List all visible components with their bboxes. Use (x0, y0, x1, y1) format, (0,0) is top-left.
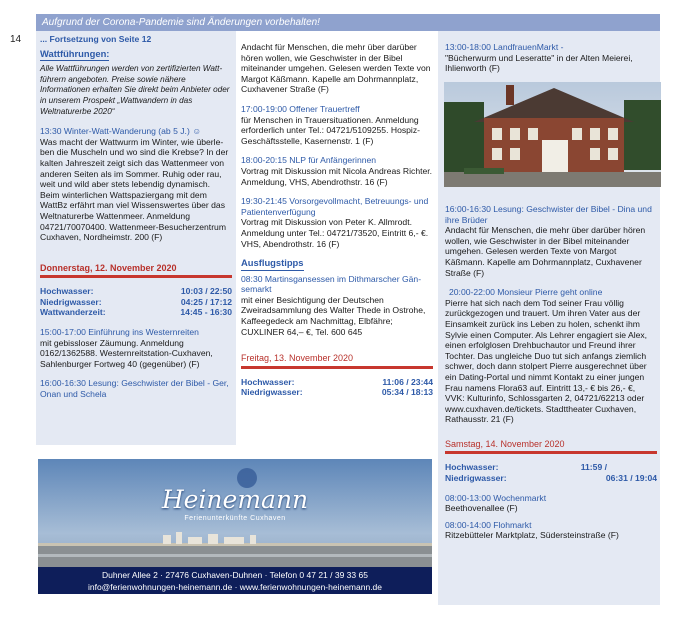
tide-row: Niedrigwasser: 04:25 / 17:12 (40, 296, 232, 307)
ad-tagline: Ferienunterkünfte Cuxhaven (184, 515, 286, 522)
event-title: 18:00-20:15 NLP für Anfängerinnen (241, 155, 377, 166)
tide-row: Hochwasser: 10:03 / 22:50 (40, 286, 232, 297)
event-title: 08:00-14:00 Flohmarkt (445, 519, 532, 530)
event-title: 08:00-13:00 Wochenmarkt (445, 492, 547, 503)
event-title: 15:00-17:00 Einführung ins Westernreiten (40, 327, 199, 338)
heinemann-advertisement[interactable] (38, 459, 432, 594)
event-body: Pierre hat sich nach dem Tod seiner Frau völlig zurückgezogen und trauert. Um ihren Vater aus der Einsamkeit zurück ins Leben zu holen, schenkt ihm Sylvie einen Computer. Als Lehrer engagiert sie Alex, einen erfolglosen Drehbuchautor und Freund ihrer Tochter. Das ungleiche Duo tut sich anfangs ziemlich schwer, doch dann stolpert Pierre ausgerechnet über ein Dating-Portal und nimmt Kontakt zu einer jungen Frau namens Flora63 auf. Eintritt 13,- € bis 26,- €, VVK: Kulturinfo, Schlossgarten 2, 04721/62213 oder www.cuxhaven.de/tickets. Stadttheater Cuxhaven, Rathausstr. 21 (F) (445, 297, 648, 425)
day-heading-friday: Freitag, 13. November 2020 (241, 353, 433, 369)
event-body: mit gebissloser Zäumung. Anmeldung 0162/1362588. Westernreitstation-Cuxhaven, Sahlenburger Fortweg 40 (gegenüber) (F) (40, 337, 213, 369)
continued-note: ... Fortsetzung von Seite 12 (40, 34, 152, 44)
ad-contacts[interactable]: info@ferienwohnungen-heinemann.de · www.ferienwohnungen-heinemann.de (87, 582, 383, 592)
event-body: Andacht für Menschen, die mehr über darüber hören wollen, wie Geschwister in der Bibel miteinander umgehen. Gelesen werden Texte von Margot Käßmann. Kapelle am Dohrmannplatz, Cuxhavener Straße (F) (241, 42, 431, 95)
tide-row: Niedrigwasser: 06:31 / 19:04 (445, 473, 657, 484)
event-title: 20:00-22:00 Monsieur Pierre geht online (449, 287, 603, 298)
event-body: "Bücherwurm und Leseratte" in der Alten Meierei, Ihlienworth (F) (445, 52, 633, 74)
event-body: Beethovenallee (F) (445, 503, 518, 514)
event-title: 13:00-18:00 LandfrauenMarkt - (445, 42, 564, 52)
tide-row: Hochwasser: 11:59 / (445, 462, 607, 473)
day-heading-thursday: Donnerstag, 12. November 2020 (40, 263, 232, 279)
event-body: mit einer Besichtigung der Deutschen Zweiradsammlung des Walter Thede in Ostrohe, Kaffeegedeck am Nachmittag, Elbfähre; CUXLINER 64,– €, Tel. 600 645 (241, 294, 426, 337)
ad-address: Duhner Allee 2 · 27476 Cuxhaven-Duhnen · Telefon 0 47 21 / 39 33 65 (102, 570, 368, 580)
page-number: 14 (10, 34, 22, 45)
event-title: 17:00-19:00 Offener Trauertreff (241, 103, 360, 114)
column-3 (445, 42, 657, 74)
event-body: Vortrag mit Diskussion von Peter K. Allmrodt. Anmeldung unter Tel.: 04721/73520, Eintritt 6,- €. VHS, Abendrothstr. 16 (F) (241, 217, 429, 249)
event-title: 16:00-16:30 Lesung: Geschwister der Bibel - Ger, Onan und Schela (40, 378, 229, 400)
event-body: Ritzebütteler Marktplatz, Südersteinstraße (F) (445, 530, 619, 541)
tide-row: Wattwanderzeit: 14:45 - 16:30 (40, 307, 232, 318)
day-heading-saturday: Samstag, 14. November 2020 (445, 439, 657, 455)
event-body: Vortrag mit Diskussion mit Nicola Andreas Richter. Anmeldung, VHS, Abendrothstr. 16 (F) (241, 165, 433, 187)
event-title: 13:30 Winter-Watt-Wanderung (ab 5 J.) ☺ (40, 126, 201, 137)
trips-heading: Ausflugstipps (241, 258, 304, 271)
event-body: für Menschen in Trauersituationen. Anmeldung erforderlich unter Tel.: 04721/5109255. Hospiz-Geschäftsstelle, Kasernenstr. 1 (F) (241, 114, 420, 146)
building-photo (444, 82, 661, 187)
ad-logo: Heinemann (161, 485, 309, 514)
tours-note: Alle Wattführungen werden von zertifizierten Wattführern angeboten. Preise sowie nähere Informationen erhalten Sie direkt beim Anbieter oder in unserem Prospekt „Wattwandern in das Weltnaturerbe 2020“ (40, 64, 230, 116)
column-1 (40, 34, 232, 400)
column-3-lower (445, 204, 657, 541)
event-title: 19:30-21:45 Vorsorgevollmacht, Betreuungs- und Patientenverfügung (241, 196, 429, 217)
tide-row: Niedrigwasser: 05:34 / 18:13 (241, 387, 433, 398)
tours-heading: Wattführungen: (40, 49, 109, 62)
event-title: 08:30 Martinsgansessen im Dithmarscher Gänsemarkt (241, 273, 422, 295)
tide-row: Hochwasser: 11:06 / 23:44 (241, 376, 433, 387)
event-body: Was macht der Wattwurm im Winter, wie überleben die Muscheln und wo sind die Krebse? In der kalten Jahreszeit zeigt sich das Wattenmeer von anderen Seiten als im Sommer. Ruhig oder rau, weit und wild aber stets lebendig dynamisch. Beim winterlichen Wattspaziergang mit dem WattBz erfährt man viel Wissenswertes über das Weltnaturerbe Wattenmeer. Anmeldung 04721/70070400. Wattenmeer-Besucherzentrum Cuxhaven, Nordheimstr. 200 (F) (40, 136, 229, 243)
corona-notice-banner: Aufgrund der Corona-Pandemie sind Änderungen vorbehalten! (36, 14, 660, 31)
event-body: Andacht für Menschen, die mehr über darüber hören wollen, wie Geschwister in der Bibel miteinander umgehen. Gelesen werden Texte von Margot Käßmann. Kapelle am Dohrmannplatz, Cuxhavener Straße (F) (445, 225, 646, 278)
column-2 (241, 42, 433, 398)
event-title: 16:00-16:30 Lesung: Geschwister der Bibel - Dina und ihre Brüder (445, 204, 652, 225)
ad-contact-bar (38, 567, 432, 594)
